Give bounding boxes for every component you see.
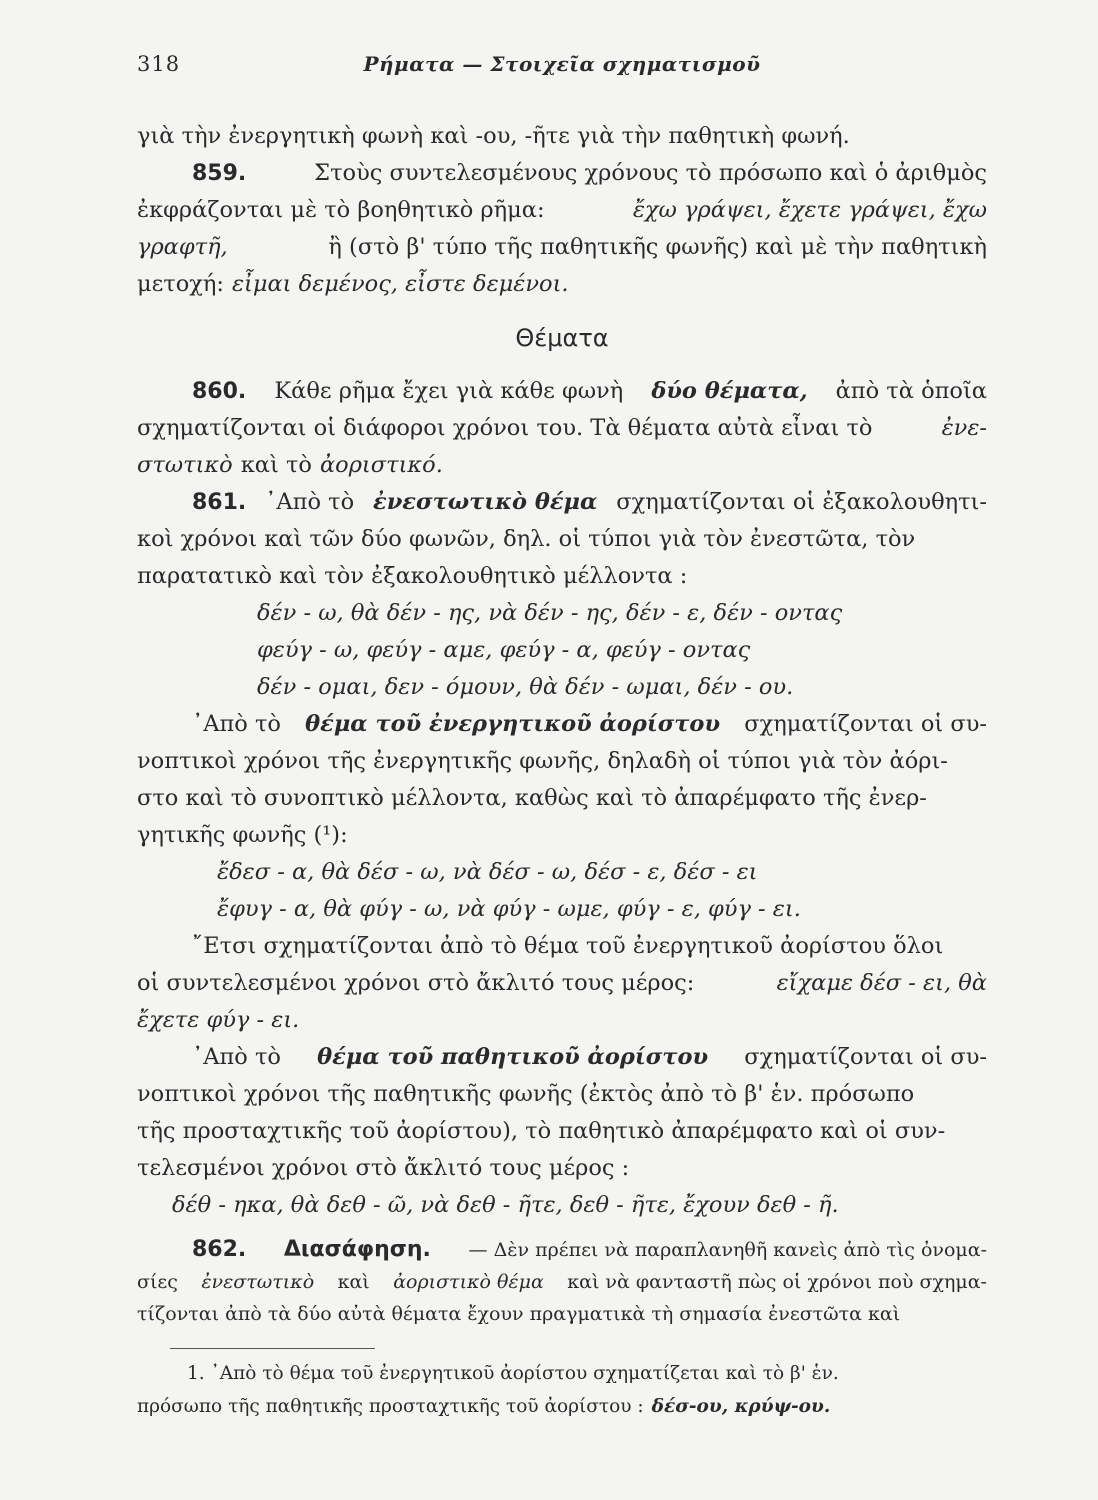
text-line: μετοχή: εἶμαι δεμένος, εἶστε δεμένοι. (137, 271, 569, 297)
text-line: γραφτῆ, ἢ (στὸ β' τύπο τῆς παθητικῆς φωνῆς) καὶ μὲ τὴν παθητικὴ (137, 234, 987, 260)
text-line: γητικῆς φωνῆς (¹): (137, 822, 348, 848)
paragraph-861: 861. ᾿Απὸ τὸ ἐνεστωτικὸ θέμα σχηματίζονται οἱ ἐξακολουθητι- (192, 489, 987, 515)
section-heading: Θέματα (515, 324, 609, 352)
text-line: ἔχετε φύγ - ει. (137, 1007, 300, 1033)
text-line: ἐκφράζονται μὲ τὸ βοηθητικὸ ρῆμα: ἔχω γράψει, ἔχετε γράψει, ἔχω (137, 197, 987, 223)
running-title: Ρήματα — Στοιχεῖα σχηματισμοῦ (363, 52, 761, 76)
paragraph-etsi: ῎Ετσι σχηματίζονται ἀπὸ τὸ θέμα τοῦ ἐνεργητικοῦ ἀορίστου ὅλοι (192, 933, 944, 959)
paragraph-862: 862. Διασάφηση. — Δὲν πρέπει νὰ παραπλανηθῆ κανεὶς ἀπὸ τὶς ὀνομα- σίες ἐνεστωτικὸ καὶ ἀοριστικὸ θέμα καὶ νὰ φανταστῆ πὼς οἱ χρόνοι ποὺ σχημα- τίζονται ἀπὸ τὰ δύο αὐτὰ θέματα ἔχουν πραγματικὰ τὴ σημασία ἐνεστῶτα καὶ (137, 1237, 987, 1325)
paragraph-number: 859. (192, 161, 247, 186)
text-line: τελεσμένοι χρόνοι στὸ ἄκλιτό τους μέρος : (137, 1155, 630, 1181)
text-line: παρατατικὸ καὶ τὸν ἐξακολουθητικὸ μέλλοντα : (137, 563, 688, 589)
text-line: νοπτικοὶ χρόνοι τῆς παθητικῆς φωνῆς (ἐκτὸς ἀπὸ τὸ β' ἑν. πρόσωπο (137, 1081, 915, 1107)
page-body (137, 118, 987, 1423)
text-line: γιὰ τὴν ἐνεργητικὴ φωνὴ καὶ -ου, -ῆτε γιὰ τὴν παθητικὴ φωνή. (137, 123, 850, 149)
paragraph-passive-aorist: ᾿Απὸ τὸ θέμα τοῦ παθητικοῦ ἀορίστου σχηματίζονται οἱ συ- (192, 1044, 987, 1070)
example-line: δέν - ομαι, δεν - όμουν, θὰ δέν - ωμαι, δέν - ου. (257, 674, 794, 700)
text-line: στωτικὸ καὶ τὸ ἀοριστικό. (137, 452, 443, 478)
text-line: νοπτικοὶ χρόνοι τῆς ἐνεργητικῆς φωνῆς, δηλαδὴ οἱ τύποι γιὰ τὸν ἀόρι- (137, 748, 948, 774)
page-number: 318 (137, 52, 181, 76)
example-line: δέθ - ηκα, θὰ δεθ - ῶ, νὰ δεθ - ῆτε, δεθ - ῆτε, ἔχουν δεθ - ῆ. (172, 1192, 839, 1218)
paragraph-859: 859. Στοὺς συντελεσμένους χρόνους τὸ πρόσωπο καὶ ὁ ἀριθμὸς (137, 155, 987, 192)
example-line: φεύγ - ω, φεύγ - αμε, φεύγ - α, φεύγ - οντας (257, 637, 751, 663)
page-header (137, 52, 987, 92)
example-line: ἔφυγ - α, θὰ φύγ - ω, νὰ φύγ - ωμε, φύγ - ε, φύγ - ει. (217, 896, 801, 922)
example-line: δέν - ω, θὰ δέν - ης, νὰ δέν - ης, δέν - ε, δέν - οντας (257, 600, 843, 626)
footnote: 1. ᾿Απὸ τὸ θέμα τοῦ ἐνεργητικοῦ ἀορίστου σχηματίζεται καὶ τὸ β' ἑν. πρόσωπο τῆς παθητικῆς προσταχτικῆς τοῦ ἀορίστου : δέσ-ου, κρύψ-ου. (137, 1363, 839, 1417)
paragraph-860: 860. Κάθε ρῆμα ἔχει γιὰ κάθε φωνὴ δύο θέματα, ἀπὸ τὰ ὁποῖα (192, 378, 987, 404)
footnote-divider (170, 1348, 375, 1349)
text-line: τῆς προσταχτικῆς τοῦ ἀορίστου), τὸ παθητικὸ ἀπαρέμφατο καὶ οἱ συν- (137, 1118, 946, 1144)
text-line: οἱ συντελεσμένοι χρόνοι στὸ ἄκλιτό τους μέρος: εἴχαμε δέσ - ει, θὰ (137, 970, 987, 996)
paragraph-active-aorist: ᾿Απὸ τὸ θέμα τοῦ ἐνεργητικοῦ ἀορίστου σχηματίζονται οἱ συ- (192, 711, 987, 737)
text-line: κοὶ χρόνοι καὶ τῶν δύο φωνῶν, δηλ. οἱ τύποι γιὰ τὸν ἐνεστῶτα, τὸν (137, 526, 916, 552)
text-line: σχηματίζονται οἱ διάφοροι χρόνοι του. Τὰ θέματα αὐτὰ εἶναι τὸ ἐνε- (137, 415, 987, 441)
text-line: στο καὶ τὸ συνοπτικὸ μέλλοντα, καθὼς καὶ τὸ ἀπαρέμφατο τῆς ἐνερ- (137, 785, 927, 811)
example-line: ἔδεσ - α, θὰ δέσ - ω, νὰ δέσ - ω, δέσ - ε, δέσ - ει (217, 859, 758, 885)
